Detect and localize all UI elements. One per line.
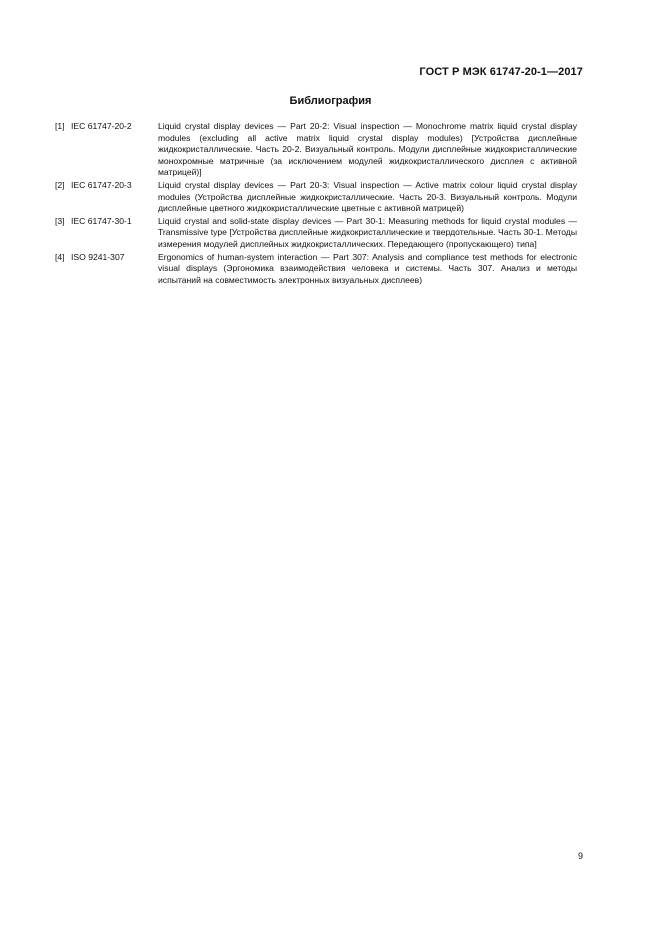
entry-description: Liquid crystal and solid-state display devices — Part 30-1: Measuring methods for liquid crystal modules — Transmissive type [Устройства дисплейные жидкокристаллические и твердотельные. Часть 30-1. Методы измерения модулей дисплейных жидкокристаллических. Передающего (пропускающего) типа] <box>158 215 577 249</box>
section-title: Библиография <box>289 95 372 107</box>
entry-description: Ergonomics of human-system interaction — Part 307: Analysis and compliance test methods for electronic visual displays (Эргономика взаимодействия человека и системы. Часть 307. Анализ и методы испытаний на совместимость электронных визуальных дисплеев) <box>158 251 577 285</box>
bibliography-entry <box>55 180 577 215</box>
bibliography-entry <box>55 252 577 287</box>
entry-description: Liquid crystal display devices — Part 20-2: Visual inspection — Monochrome matrix liquid crystal display modules (excluding all active matrix liquid crystal display modules) [Устройства дисплейные жидкокристаллические. Часть 20-2. Визуальный контроль. Модули дисплейные жидкокристаллические монохромные матричные (за исключением модулей жидкокристаллического дисплея с активной матрицей)] <box>158 121 577 178</box>
entry-description: Liquid crystal display devices — Part 20-3: Visual inspection — Active matrix colour liquid crystal display modules (Устройства дисплейные жидкокристаллические. Часть 20-3. Визуальный контроль. Модули дисплейные цветного жидкокристаллические цветные с активной матрицей) <box>158 179 577 214</box>
entry-number: [3] <box>55 215 65 226</box>
entry-number: [1] <box>55 121 65 131</box>
bibliography-entry <box>55 121 577 179</box>
entry-standard-code: IEC 61747-20-2 <box>71 121 132 131</box>
bibliography-list <box>55 121 577 287</box>
entry-standard-code: IEC 61747-20-3 <box>71 179 132 190</box>
page-number: 9 <box>577 851 583 861</box>
entry-standard-code: ISO 9241-307 <box>71 251 125 262</box>
entry-number: [2] <box>55 179 65 190</box>
entry-standard-code: IEC 61747-30-1 <box>71 215 132 226</box>
entry-number: [4] <box>55 251 65 262</box>
standard-code: ГОСТ Р МЭК 61747-20-1—2017 <box>419 66 583 78</box>
bibliography-entry <box>55 216 577 251</box>
